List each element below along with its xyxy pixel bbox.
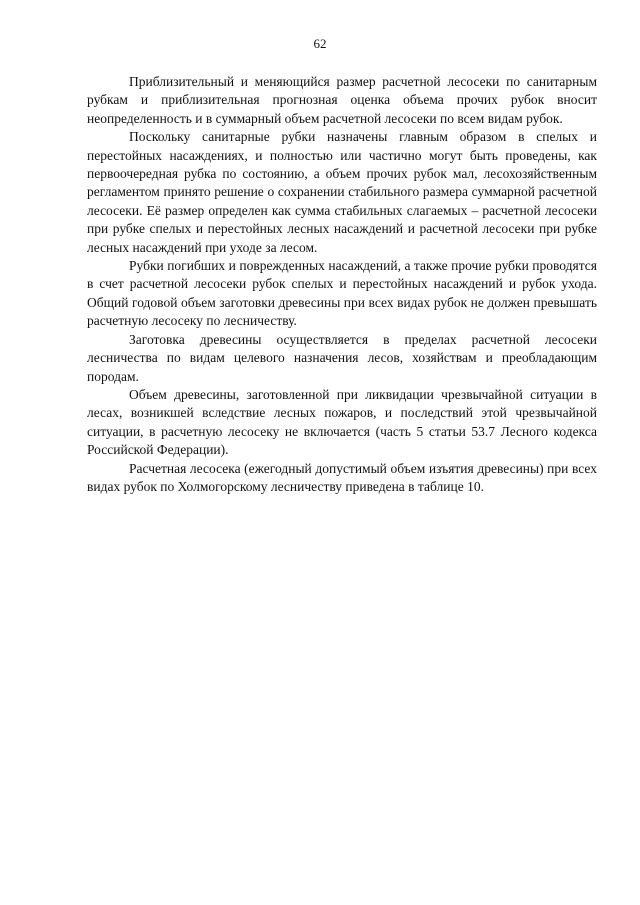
paragraph: Заготовка древесины осуществляется в пределах расчетной лесосеки лесничества по видам целевого назначения лесов, хозяйствам и преобладающим породам. <box>87 331 597 384</box>
paragraph: Поскольку санитарные рубки назначены главным образом в спелых и перестойных насаждениях, и полностью или частично могут быть проведены, как первоочередная рубка по состоянию, а объем прочих рубок мал, лесохозяйственным регламентом принято решение о сохранении стабильного размера суммарной расчетной лесосеки. Её размер определен как сумма стабильных слагаемых – расчетной лесосеки при рубке спелых и перестойных лесных насаждений и расчетной лесосеки при рубке лесных насаждений при уходе за лесом. <box>87 129 597 255</box>
paragraph: Приблизительный и меняющийся размер расчетной лесосеки по санитарным рубкам и приблизительная прогнозная оценка объема прочих рубок вносит неопределенность и в суммарный объем расчетной лесосеки по всем видам рубок. <box>87 74 597 126</box>
paragraph: Объем древесины, заготовленной при ликвидации чрезвычайной ситуации в лесах, возникшей вследствие лесных пожаров, и последствий этой чрезвычайной ситуации, в расчетную лесосеку не включается (часть 5 статьи 53.7 Лесного кодекса Российской Федерации). <box>87 386 597 458</box>
paragraph: Рубки погибших и поврежденных насаждений, а также прочие рубки проводятся в счет расчетной лесосеки рубок спелых и перестойных насаждений и рубок ухода. Общий годовой объем заготовки древесины при всех видах рубок не должен превышать расчетную лесосеку по лесничеству. <box>87 258 597 329</box>
page-number: 62 <box>313 36 327 51</box>
document-body <box>87 73 597 496</box>
paragraph: Расчетная лесосека (ежегодный допустимый объем изъятия древесины) при всех видах рубок по Холмогорскому лесничеству приведена в таблице 10. <box>87 460 597 494</box>
